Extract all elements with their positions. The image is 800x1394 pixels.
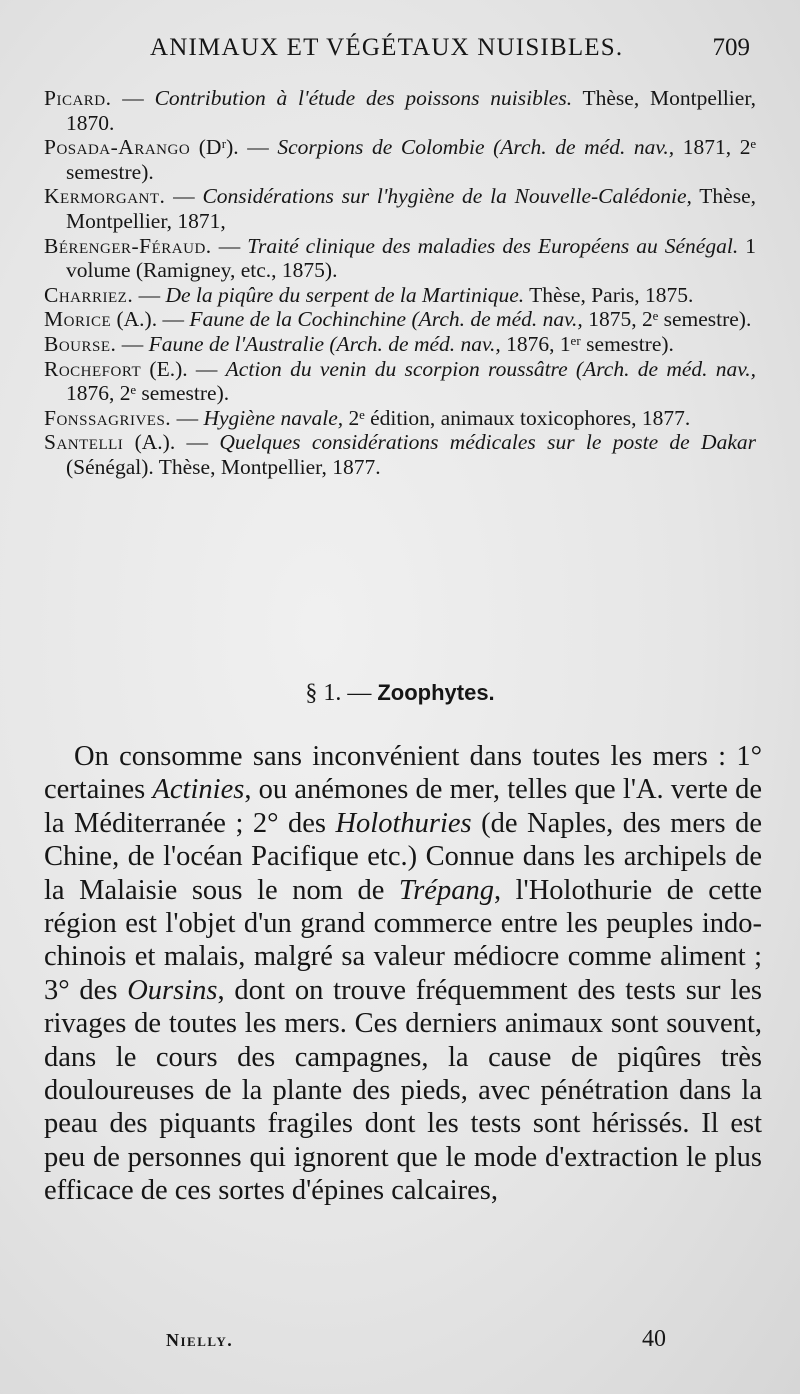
page-footer: [166, 1326, 666, 1360]
entry-rest: 1 volume (Ramigney, etc., 1875).: [66, 233, 756, 283]
entry-dash: —: [171, 405, 204, 430]
entry-rest: 1875, 2ᵉ semestre).: [582, 307, 752, 332]
bibliography-entry: [44, 184, 756, 233]
body-text-run: , l'Holothurie de cette région est l'objet d'un grand commerce entre les peuples indo-chinois et malais, malgré sa valeur médiocre comme aliment ; 3° des: [44, 874, 762, 1006]
entry-author: Santelli: [44, 430, 124, 455]
entry-author: Bourse.: [44, 331, 117, 356]
bibliography-entry: [44, 430, 756, 479]
entry-title: Action du venin du scorpion roussâtre (Arch. de méd. nav.,: [225, 356, 756, 381]
bibliography-list: [44, 86, 756, 480]
section-title: Zoophytes.: [377, 680, 495, 705]
entry-author: Kermorgant.: [44, 184, 166, 209]
entry-title: Quelques considérations médicales sur le poste de Dakar: [219, 430, 756, 455]
entry-dash: —: [116, 331, 149, 356]
body-paragraph: [44, 740, 762, 1208]
body-emphasis: Actinies: [152, 774, 245, 806]
page-number: 709: [712, 34, 750, 61]
section-heading: [0, 680, 800, 707]
entry-title: Hygiène navale,: [203, 405, 344, 430]
sheet-number: 40: [642, 1326, 666, 1352]
body-emphasis: Trépang: [398, 874, 494, 906]
bibliography-entry: [44, 135, 756, 184]
body-emphasis: Holothuries: [335, 807, 472, 839]
entry-dash: (A.). —: [111, 307, 190, 332]
entry-rest: (Sénégal). Thèse, Montpellier, 1877.: [66, 454, 381, 479]
entry-rest: Thèse, Montpellier, 1870.: [66, 86, 756, 135]
section-number: § 1. —: [305, 680, 378, 706]
entry-rest: Thèse, Montpellier, 1871,: [66, 184, 756, 233]
bibliography-entry: [44, 307, 756, 332]
entry-dash: —: [211, 233, 248, 258]
entry-rest: Thèse, Paris, 1875.: [524, 282, 694, 307]
entry-author: Charriez.: [44, 282, 134, 307]
entry-rest: 1871, 2ᵉ semestre).: [66, 135, 756, 184]
entry-author: Morice: [44, 307, 112, 332]
entry-title: Scorpions de Colombie (Arch. de méd. nav.,: [277, 135, 675, 160]
entry-dash: —: [133, 282, 166, 307]
entry-author: Bérenger-Féraud.: [44, 233, 212, 258]
entry-title: De la piqûre du serpent de la Martinique.: [165, 282, 525, 307]
bibliography-entry: [44, 234, 756, 283]
body-text-run: , dont on trouve fréquemment des tests sur les rivages de toutes les mers. Ces derniers animaux sont souvent, dans le cours des campagnes, la cause de piqûres très douloureuses de la plante des pieds, avec pénétration dans la peau des piquants fragiles dont les tests sont hérissés. Il est peu de personnes qui ignorent que le mode d'extraction le plus efficace de ces sortes d'épines calcaires,: [44, 974, 762, 1207]
entry-author: Picard.: [44, 86, 112, 110]
bibliography-entry: [44, 332, 756, 357]
entry-rest: 1876, 2ᵉ semestre).: [66, 381, 230, 406]
entry-dash: (Dʳ). —: [190, 135, 278, 160]
entry-title: Contribution à l'étude des poissons nuisibles.: [154, 86, 573, 110]
bibliography-entry: [44, 86, 756, 135]
entry-rest: 1876, 1ᵉʳ semestre).: [500, 331, 674, 356]
body-text-run: (de Naples, des mers de Chine, de l'océan Pacifique etc.) Connue dans les archipels de la Malaisie sous le nom de: [44, 807, 762, 906]
bibliography-entry: [44, 357, 756, 406]
body-emphasis: Oursins: [127, 974, 218, 1006]
bibliography-entry: [44, 406, 756, 431]
entry-rest: 2ᵉ édition, animaux toxicophores, 1877.: [343, 405, 691, 430]
entry-dash: (E.). —: [141, 356, 226, 381]
entry-author: Fonssagrives.: [44, 405, 172, 430]
entry-title: Considérations sur l'hygiène de la Nouvelle-Calédonie,: [202, 184, 692, 209]
entry-author: Rochefort: [44, 356, 142, 381]
body-text-run: , ou anémones de mer, telles que l'A. verte de la Méditerranée ; 2° des: [44, 774, 762, 839]
entry-dash: —: [111, 86, 155, 110]
entry-title: Faune de la Cochinchine (Arch. de méd. nav.,: [189, 307, 583, 332]
body-text-run: On consomme sans inconvénient dans toutes les mers : 1° certaines: [44, 741, 762, 806]
entry-title: Traité clinique des maladies des Européens au Sénégal.: [247, 233, 739, 258]
entry-author: Posada-Arango: [44, 135, 191, 160]
running-head: [150, 34, 750, 74]
entry-dash: —: [165, 184, 203, 209]
printer-signature: Nielly.: [166, 1330, 234, 1350]
entry-title: Faune de l'Australie (Arch. de méd. nav.,: [148, 331, 501, 356]
entry-dash: (A.). —: [123, 430, 220, 455]
bibliography-entry: [44, 283, 756, 308]
running-title: ANIMAUX ET VÉGÉTAUX NUISIBLES.: [150, 34, 624, 61]
